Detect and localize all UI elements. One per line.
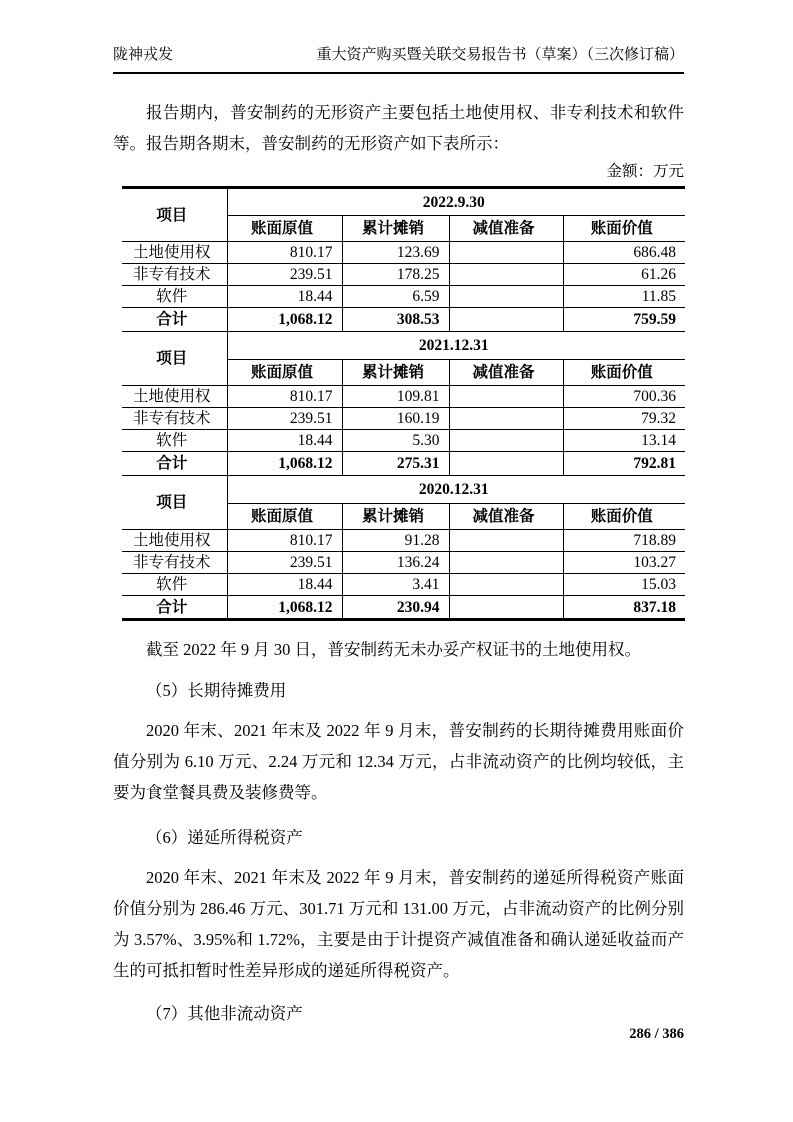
column-header-cell: 账面价值 bbox=[563, 216, 685, 242]
value-cell: 5.30 bbox=[342, 430, 449, 452]
unit-note: 金额：万元 bbox=[606, 163, 684, 180]
paragraph-long-term-prepaid: 2020 年末、2021 年末及 2022 年 9 月末，普安制药的长期待摊费用账面价值分别为 6.10 万元、2.24 万元和 12.34 万元，占非流动资产的比例均较低，主要为食堂餐具费及装修费等。 bbox=[113, 721, 684, 802]
value-cell bbox=[449, 242, 563, 264]
value-cell: 13.14 bbox=[563, 430, 685, 452]
value-cell: 18.44 bbox=[227, 430, 342, 452]
value-cell: 6.59 bbox=[342, 286, 449, 308]
value-cell: 123.69 bbox=[342, 242, 449, 264]
table-data-row bbox=[122, 386, 685, 408]
value-cell: 91.28 bbox=[342, 530, 449, 552]
value-cell bbox=[449, 308, 563, 332]
value-cell: 837.18 bbox=[563, 596, 685, 620]
value-cell bbox=[449, 530, 563, 552]
table-section-2020.12.31 bbox=[122, 476, 685, 620]
table-total-row bbox=[122, 452, 685, 476]
row-label-cell: 软件 bbox=[122, 286, 227, 308]
value-cell: 759.59 bbox=[563, 308, 685, 332]
heading-5-long-term-prepaid: （5）长期待摊费用 bbox=[146, 681, 287, 700]
column-header-cell: 累计摊销 bbox=[342, 216, 449, 242]
value-cell bbox=[449, 430, 563, 452]
heading-7-other-noncurrent-assets: （7）其他非流动资产 bbox=[146, 1004, 303, 1023]
value-cell bbox=[449, 386, 563, 408]
value-cell: 275.31 bbox=[342, 452, 449, 476]
item-header-cell: 项目 bbox=[122, 332, 227, 386]
intangible-assets-table bbox=[122, 186, 685, 621]
page-number: 286 / 386 bbox=[629, 1026, 684, 1042]
value-cell: 160.19 bbox=[342, 408, 449, 430]
value-cell: 792.81 bbox=[563, 452, 685, 476]
value-cell: 61.26 bbox=[563, 264, 685, 286]
table-header-row-date bbox=[122, 476, 685, 504]
column-header-cell: 账面原值 bbox=[227, 360, 342, 386]
row-label-cell: 合计 bbox=[122, 452, 227, 476]
table-header-row-date bbox=[122, 188, 685, 216]
value-cell: 700.36 bbox=[563, 386, 685, 408]
value-cell: 1,068.12 bbox=[227, 596, 342, 620]
table-data-row bbox=[122, 552, 685, 574]
row-label-cell: 土地使用权 bbox=[122, 386, 227, 408]
column-header-cell: 账面原值 bbox=[227, 216, 342, 242]
header-company-name: 陇神戎发 bbox=[113, 47, 174, 63]
table-section-2021.12.31 bbox=[122, 332, 685, 476]
table-data-row bbox=[122, 242, 685, 264]
column-header-cell: 减值准备 bbox=[449, 360, 563, 386]
page-header bbox=[113, 0, 684, 74]
value-cell: 1,068.12 bbox=[227, 452, 342, 476]
row-label-cell: 软件 bbox=[122, 574, 227, 596]
value-cell: 718.89 bbox=[563, 530, 685, 552]
table-data-row bbox=[122, 530, 685, 552]
value-cell: 230.94 bbox=[342, 596, 449, 620]
row-label-cell: 软件 bbox=[122, 430, 227, 452]
land-certificate-note: 截至 2022 年 9 月 30 日，普安制药无未办妥产权证书的土地使用权。 bbox=[146, 640, 641, 659]
row-label-cell: 合计 bbox=[122, 308, 227, 332]
heading-6-deferred-tax-assets: （6）递延所得税资产 bbox=[146, 828, 303, 847]
date-header-cell: 2021.12.31 bbox=[227, 332, 685, 360]
value-cell: 11.85 bbox=[563, 286, 685, 308]
value-cell bbox=[449, 596, 563, 620]
value-cell bbox=[449, 408, 563, 430]
column-header-cell: 减值准备 bbox=[449, 504, 563, 530]
value-cell: 18.44 bbox=[227, 574, 342, 596]
value-cell: 1,068.12 bbox=[227, 308, 342, 332]
intro-paragraph: 报告期内，普安制药的无形资产主要包括土地使用权、非专利技术和软件等。报告期各期末，普安制药的无形资产如下表所示： bbox=[113, 103, 684, 153]
value-cell: 239.51 bbox=[227, 552, 342, 574]
value-cell: 239.51 bbox=[227, 408, 342, 430]
value-cell bbox=[449, 574, 563, 596]
row-label-cell: 非专有技术 bbox=[122, 264, 227, 286]
value-cell bbox=[449, 286, 563, 308]
column-header-cell: 账面原值 bbox=[227, 504, 342, 530]
header-report-title: 重大资产购买暨关联交易报告书（草案）（三次修订稿） bbox=[316, 47, 684, 63]
value-cell: 103.27 bbox=[563, 552, 685, 574]
row-label-cell: 土地使用权 bbox=[122, 530, 227, 552]
table-section-2022.9.30 bbox=[122, 188, 685, 332]
table-data-row bbox=[122, 430, 685, 452]
table-total-row bbox=[122, 596, 685, 620]
value-cell: 239.51 bbox=[227, 264, 342, 286]
column-header-cell: 减值准备 bbox=[449, 216, 563, 242]
table-data-row bbox=[122, 264, 685, 286]
item-header-cell: 项目 bbox=[122, 188, 227, 242]
value-cell: 308.53 bbox=[342, 308, 449, 332]
table-total-row bbox=[122, 308, 685, 332]
table-data-row bbox=[122, 286, 685, 308]
table-data-row bbox=[122, 408, 685, 430]
value-cell bbox=[449, 264, 563, 286]
value-cell bbox=[449, 552, 563, 574]
column-header-cell: 累计摊销 bbox=[342, 360, 449, 386]
date-header-cell: 2022.9.30 bbox=[227, 188, 685, 216]
value-cell: 810.17 bbox=[227, 530, 342, 552]
value-cell: 109.81 bbox=[342, 386, 449, 408]
date-header-cell: 2020.12.31 bbox=[227, 476, 685, 504]
row-label-cell: 土地使用权 bbox=[122, 242, 227, 264]
value-cell: 3.41 bbox=[342, 574, 449, 596]
value-cell: 686.48 bbox=[563, 242, 685, 264]
row-label-cell: 非专有技术 bbox=[122, 552, 227, 574]
value-cell: 18.44 bbox=[227, 286, 342, 308]
table-data-row bbox=[122, 574, 685, 596]
value-cell: 178.25 bbox=[342, 264, 449, 286]
row-label-cell: 合计 bbox=[122, 596, 227, 620]
table-header-row-date bbox=[122, 332, 685, 360]
paragraph-deferred-tax-assets: 2020 年末、2021 年末及 2022 年 9 月末，普安制药的递延所得税资产账面价值分别为 286.46 万元、301.71 万元和 131.00 万元，占非流动资产的比例分别为 3.57%、3.95%和 1.72%，主要是由于计提资产减值准备和确认递延收益而产生的可抵扣暂时性差异形成的递延所得税资产。 bbox=[113, 868, 684, 980]
value-cell: 136.24 bbox=[342, 552, 449, 574]
value-cell: 15.03 bbox=[563, 574, 685, 596]
item-header-cell: 项目 bbox=[122, 476, 227, 530]
column-header-cell: 账面价值 bbox=[563, 504, 685, 530]
row-label-cell: 非专有技术 bbox=[122, 408, 227, 430]
value-cell: 79.32 bbox=[563, 408, 685, 430]
value-cell: 810.17 bbox=[227, 386, 342, 408]
column-header-cell: 账面价值 bbox=[563, 360, 685, 386]
value-cell: 810.17 bbox=[227, 242, 342, 264]
value-cell bbox=[449, 452, 563, 476]
column-header-cell: 累计摊销 bbox=[342, 504, 449, 530]
